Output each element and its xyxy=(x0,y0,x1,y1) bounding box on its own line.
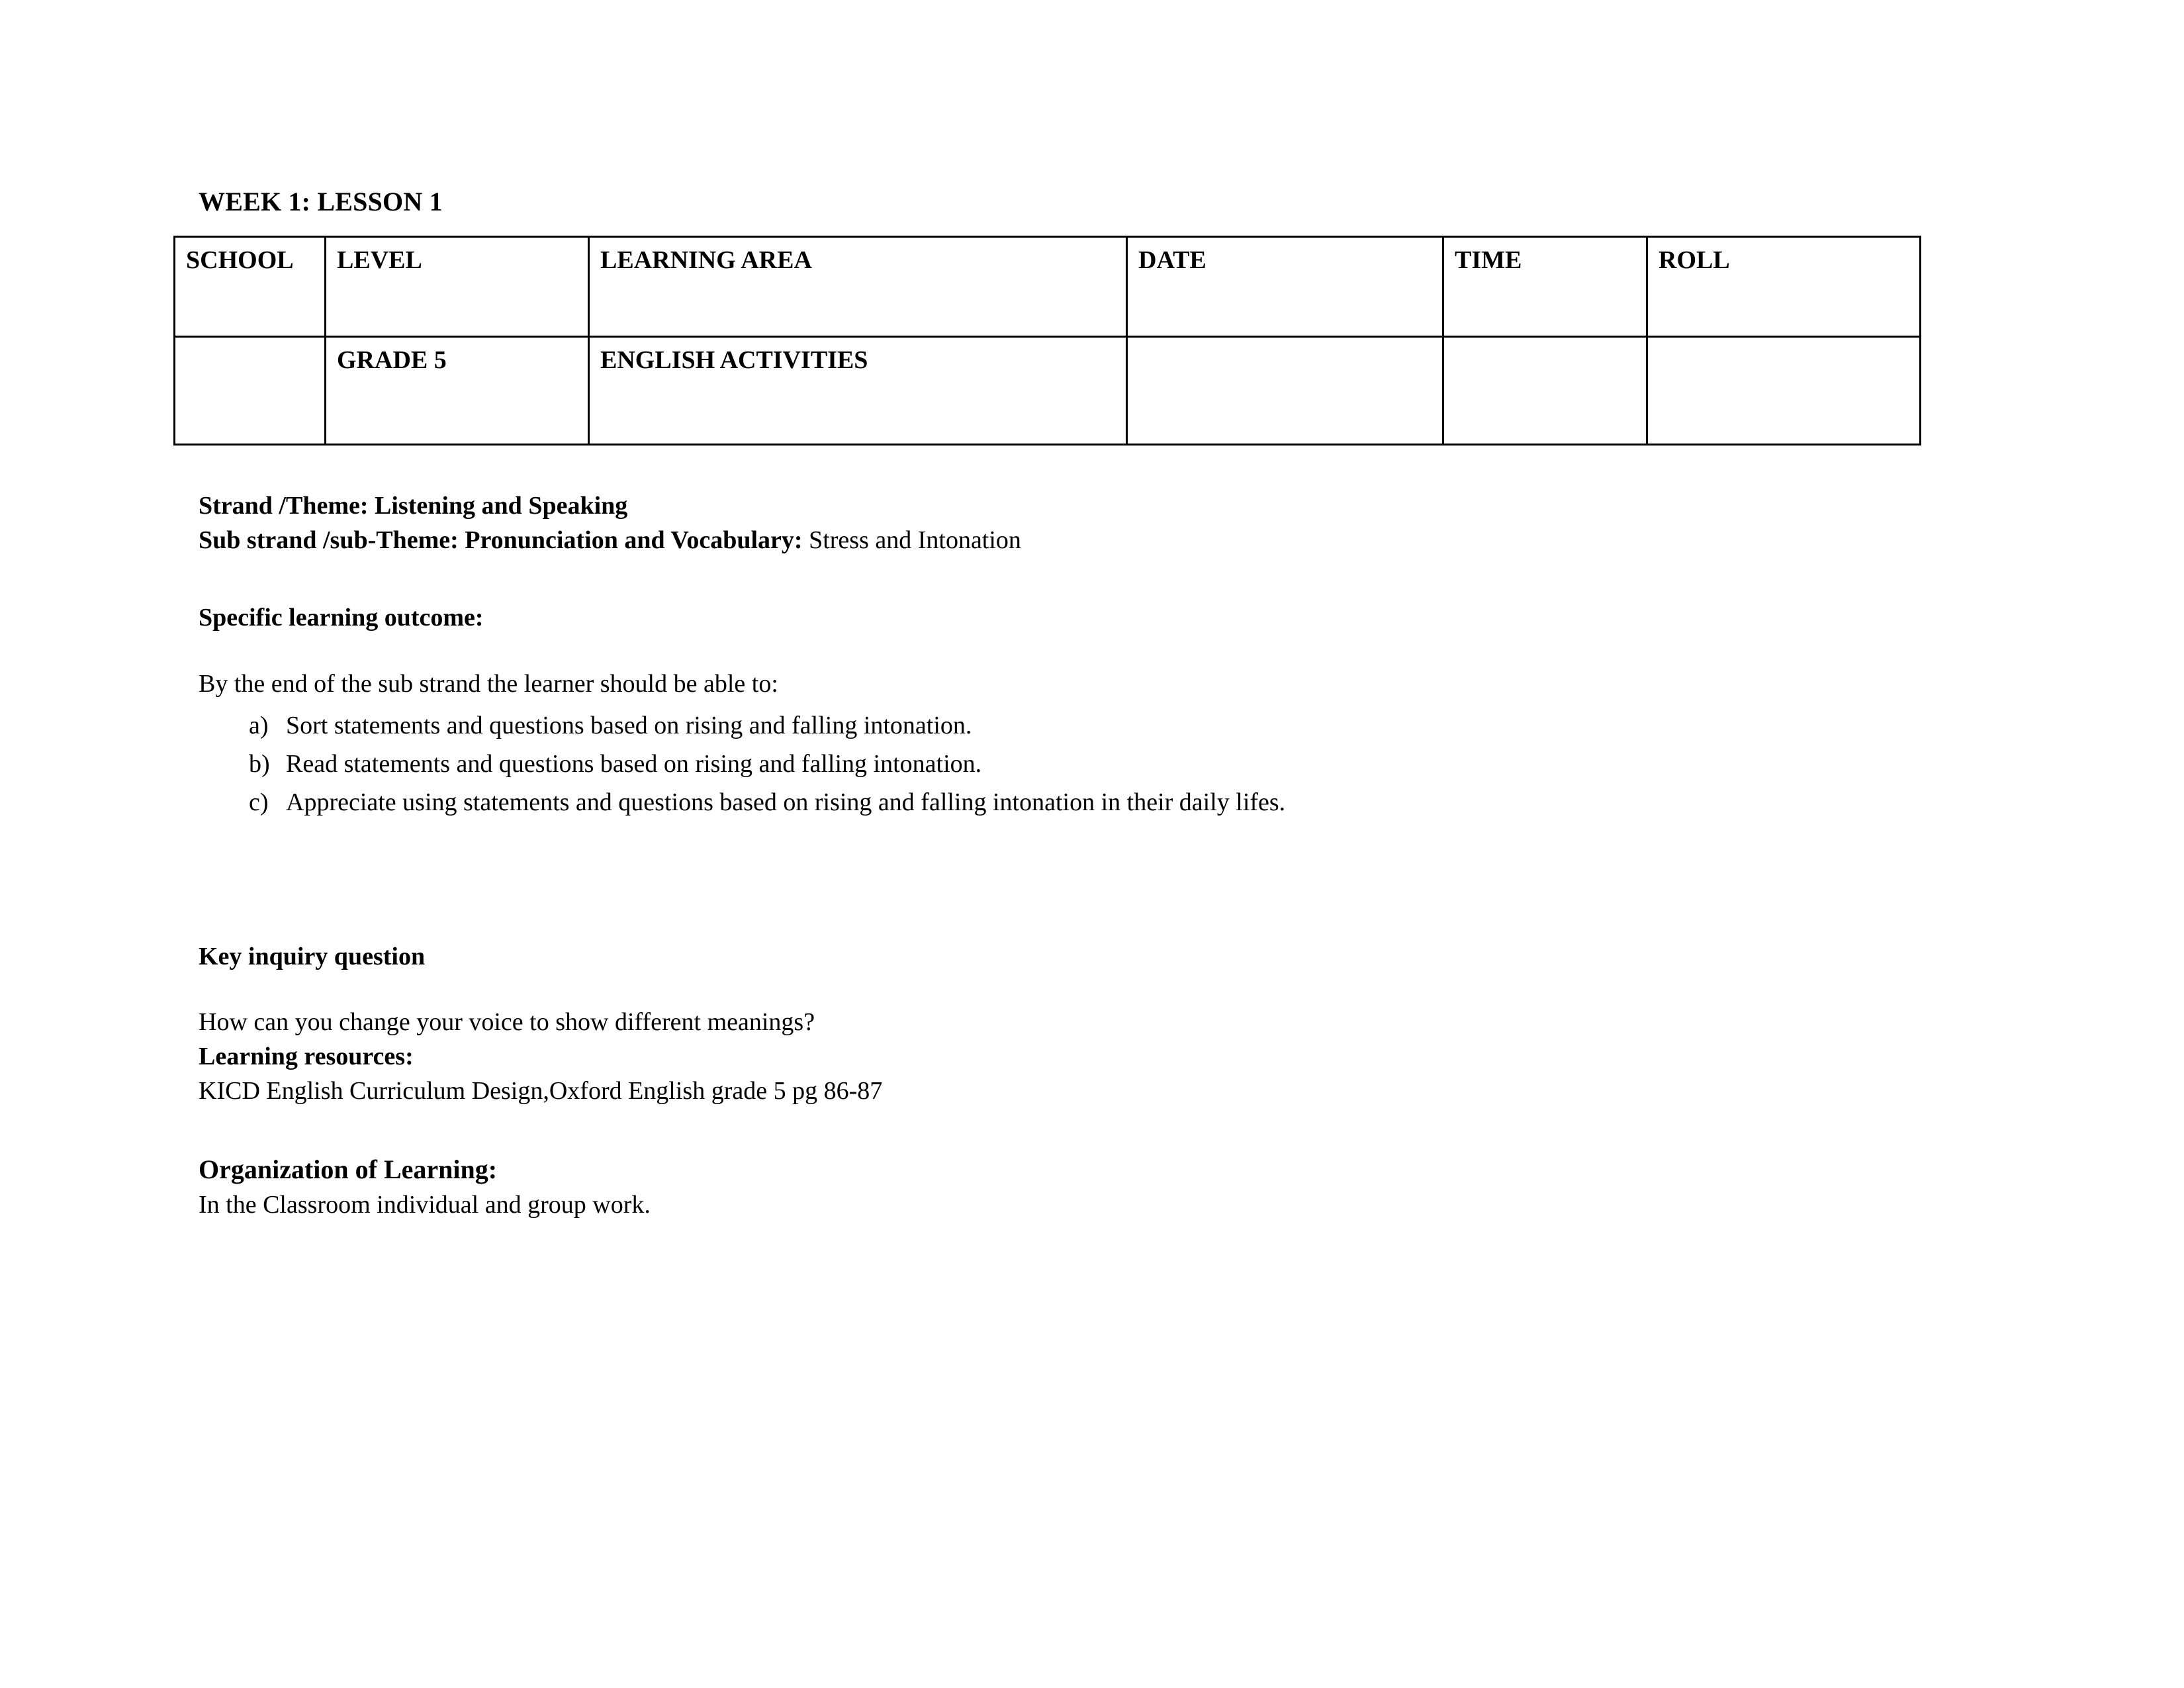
list-item xyxy=(249,785,1985,821)
strand-value: Listening and Speaking xyxy=(375,492,628,520)
list-item-marker: b) xyxy=(249,749,270,778)
spacer-before-outcome xyxy=(199,557,1985,601)
spacer-after-key-inquiry-heading xyxy=(199,974,1985,1006)
learning-resources-value: KICD English Curriculum Design,Oxford English grade 5 pg 86-87 xyxy=(199,1076,883,1105)
spacer-before-key-inquiry xyxy=(199,823,1985,940)
table-header-school: SCHOOL xyxy=(175,237,326,337)
spacer-before-organization xyxy=(199,1108,1985,1152)
key-inquiry-heading: Key inquiry question xyxy=(199,942,426,970)
specific-learning-outcome-intro: By the end of the sub strand the learner should be able to: xyxy=(199,670,778,698)
organization-of-learning-value: In the Classroom individual and group work. xyxy=(199,1190,651,1219)
table-header-level: LEVEL xyxy=(326,237,589,337)
strand-separator: : xyxy=(359,492,375,520)
table-header-date: DATE xyxy=(1127,237,1443,337)
table-cell-roll xyxy=(1647,337,1921,445)
table-header-roll: ROLL xyxy=(1647,237,1921,337)
list-item-marker: a) xyxy=(249,711,269,739)
list-item xyxy=(249,708,1985,744)
table-cell-date xyxy=(1127,337,1443,445)
key-inquiry-question: How can you change your voice to show different meanings? xyxy=(199,1008,815,1037)
strand-label: Strand /Theme xyxy=(199,492,360,520)
table-cell-level: GRADE 5 xyxy=(326,337,589,445)
list-item-marker: c) xyxy=(249,788,269,816)
document-content xyxy=(186,185,1985,1222)
list-item-text: Read statements and questions based on rising and falling intonation. xyxy=(286,749,982,778)
table-cell-school xyxy=(175,337,326,445)
table-cell-learning-area: ENGLISH ACTIVITIES xyxy=(589,337,1127,445)
list-item-text: Sort statements and questions based on rising and falling intonation. xyxy=(286,711,972,739)
spacer-after-outcome-heading xyxy=(199,635,1985,667)
sub-strand-line xyxy=(199,524,1985,558)
organization-of-learning-heading: Organization of Learning: xyxy=(199,1154,498,1185)
page-title: WEEK 1: LESSON 1 xyxy=(199,187,443,216)
list-item xyxy=(249,747,1985,782)
sub-strand-value: Stress and Intonation xyxy=(802,526,1021,554)
table-row xyxy=(175,337,1921,445)
lesson-info-table xyxy=(173,236,1921,445)
list-item-text: Appreciate using statements and questions based on rising and falling intonation in their daily lifes. xyxy=(286,788,1286,816)
table-header-row xyxy=(175,237,1921,337)
table-cell-time xyxy=(1443,337,1647,445)
table-header-learning-area: LEARNING AREA xyxy=(589,237,1127,337)
spacer-after-table xyxy=(199,445,1985,489)
sub-strand-label: Sub strand /sub-Theme: Pronunciation and Vocabulary: xyxy=(199,526,803,554)
table-header-time: TIME xyxy=(1443,237,1647,337)
outcome-list xyxy=(199,708,1985,821)
specific-learning-outcome-heading: Specific learning outcome: xyxy=(199,604,484,632)
strand-line xyxy=(199,489,1985,524)
learning-resources-heading: Learning resources: xyxy=(199,1042,414,1070)
